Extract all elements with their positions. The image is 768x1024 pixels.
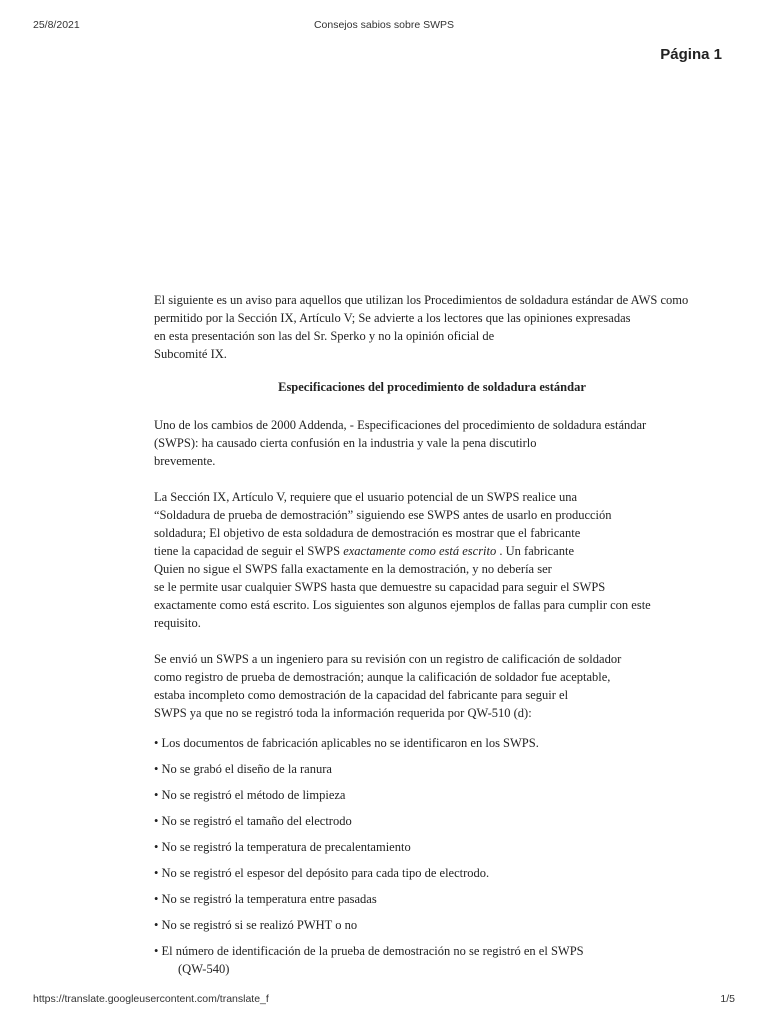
text-line: La Sección IX, Artículo V, requiere que el usuario potencial de un SWPS realice una: [154, 490, 578, 504]
list-item: • No se registró el tamaño del electrodo: [154, 814, 352, 828]
text-line: “Soldadura de prueba de demostración” siguiendo ese SWPS antes de usarlo en producción: [154, 508, 612, 522]
text-line: El siguiente es un aviso para aquellos que utilizan los Procedimientos de soldadura estándar de AWS como: [154, 293, 689, 307]
list-item-text: • El número de identificación de la prueba de demostración no se registró en el SWPS: [154, 944, 584, 958]
emphasis-text: exactamente como está escrito: [343, 544, 497, 558]
text-line: (SWPS): ha causado cierta confusión en la industria y vale la pena discutirlo: [154, 436, 537, 450]
list-item: • No se registró si se realizó PWHT o no: [154, 918, 358, 932]
text-line: Uno de los cambios de 2000 Addenda, - Especificaciones del procedimiento de soldadura estándar: [154, 418, 647, 432]
print-title: Consejos sabios sobre SWPS: [313, 19, 455, 31]
print-url: https://translate.googleusercontent.com/translate_f: [33, 993, 269, 1005]
text-line: exactamente como está escrito. Los siguientes son algunos ejemplos de fallas para cumplir con este: [154, 598, 651, 612]
text-line: SWPS ya que no se registró toda la información requerida por QW-510 (d):: [154, 706, 532, 720]
text-line: permitido por la Sección IX, Artículo V; Se advierte a los lectores que las opiniones expresadas: [154, 311, 631, 325]
paragraph-example: [154, 650, 714, 722]
list-item: • No se registró la temperatura entre pasadas: [154, 892, 377, 906]
page-label: Página 1: [660, 46, 722, 63]
list-item: • Los documentos de fabricación aplicables no se identificaron en los SWPS.: [154, 736, 539, 750]
list-item: • No se registró el espesor del depósito para cada tipo de electrodo.: [154, 866, 490, 880]
paragraph-addenda: [154, 416, 714, 470]
text-line: como registro de prueba de demostración; aunque la calificación de soldador fue aceptable,: [154, 670, 611, 684]
text-line: Se envió un SWPS a un ingeniero para su revisión con un registro de calificación de soldador: [154, 652, 622, 666]
text-line: se le permite usar cualquier SWPS hasta que demuestre su capacidad para seguir el SWPS: [154, 580, 606, 594]
text-line: requisito.: [154, 616, 201, 630]
text-line: brevemente.: [154, 454, 216, 468]
text-fragment: tiene la capacidad de seguir el SWPS: [154, 544, 344, 558]
text-line: Subcomité IX.: [154, 347, 227, 361]
list-item: • No se registró la temperatura de precalentamiento: [154, 840, 411, 854]
section-heading: Especificaciones del procedimiento de soldadura estándar: [278, 380, 586, 394]
paragraph-requirement: [154, 488, 714, 632]
text-line: en esta presentación son las del Sr. Sperko y no la opinión oficial de: [154, 329, 495, 343]
print-date: 25/8/2021: [33, 19, 80, 31]
intro-paragraph: [154, 291, 714, 363]
list-item: [154, 942, 714, 976]
list-item-continuation: (QW-540): [178, 962, 230, 976]
print-page-number: 1/5: [720, 993, 735, 1005]
text-line: [154, 542, 714, 560]
text-line: estaba incompleto como demostración de la capacidad del fabricante para seguir el: [154, 688, 569, 702]
text-fragment: . Un fabricante: [496, 544, 575, 558]
list-item: • No se grabó el diseño de la ranura: [154, 762, 332, 776]
list-item: • No se registró el método de limpieza: [154, 788, 346, 802]
text-line: soldadura; El objetivo de esta soldadura de demostración es mostrar que el fabricante: [154, 526, 581, 540]
failure-list: [154, 734, 714, 976]
text-line: Quien no sigue el SWPS falla exactamente en la demostración, y no debería ser: [154, 562, 552, 576]
